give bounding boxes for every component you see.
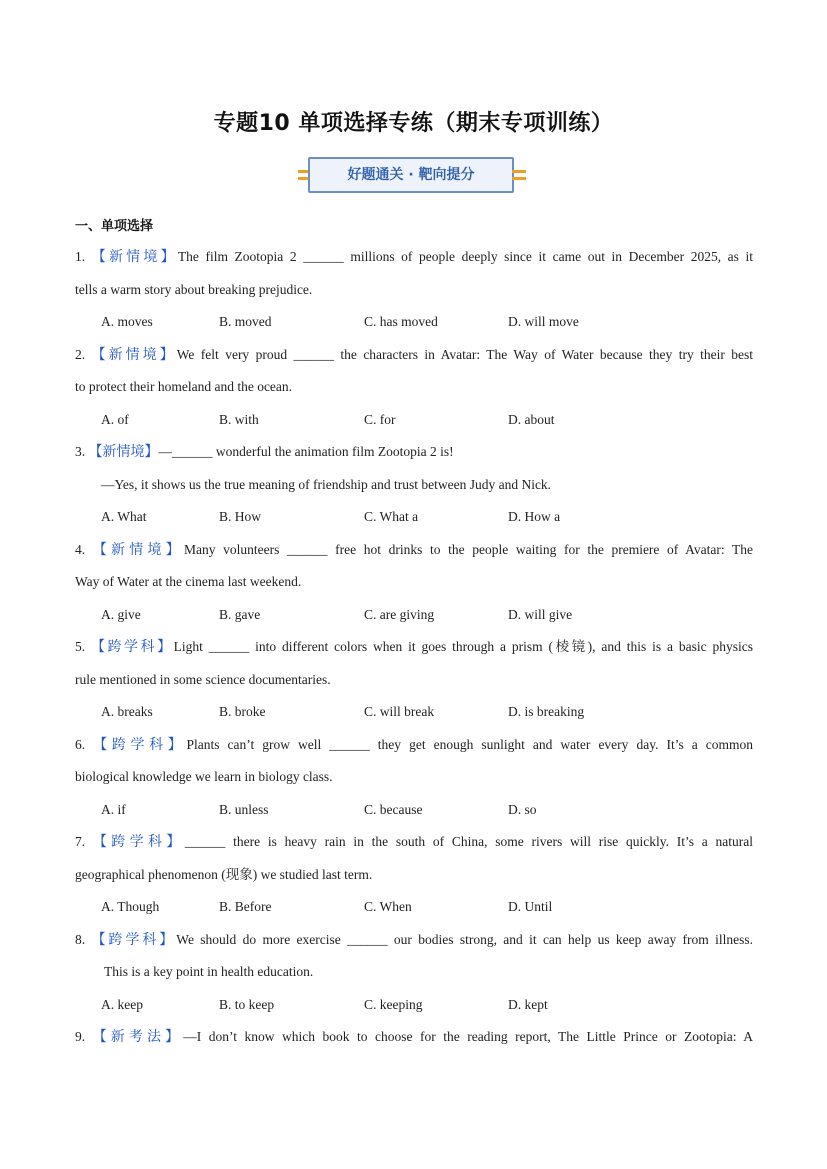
question-6-line-1 xyxy=(75,736,753,754)
question-number: 4. xyxy=(75,542,86,557)
option-b[interactable]: B. to keep xyxy=(219,997,275,1012)
question-text: The film Zootopia 2 ______ millions of people deeply since it came out in December 2025, as it xyxy=(177,249,754,264)
question-number: 5. xyxy=(75,639,86,654)
question-number: 3. xyxy=(75,444,86,459)
question-number: 2. xyxy=(75,347,86,362)
question-tag: 【新情境】 xyxy=(88,444,159,460)
question-tag: 【新考法】 xyxy=(92,1029,184,1045)
option-d[interactable]: D. Until xyxy=(508,899,553,914)
option-b[interactable]: B. with xyxy=(219,412,259,427)
section-heading: 一、单项选择 xyxy=(75,219,154,234)
page-title: 专题10 单项选择专练（期末专项训练） xyxy=(213,111,614,136)
option-b[interactable]: B. broke xyxy=(219,704,266,719)
question-3-line-2: —Yes, it shows us the true meaning of friendship and trust between Judy and Nick. xyxy=(101,477,552,492)
question-2-line-1 xyxy=(75,346,753,364)
question-text: ______ there is heavy rain in the south of China, some rivers will rise quickly. It’s a natural xyxy=(184,834,754,849)
question-text: —______ wonderful the animation film Zootopia 2 is! xyxy=(158,444,454,459)
option-d[interactable]: D. about xyxy=(508,412,555,427)
option-d[interactable]: D. How a xyxy=(508,509,561,524)
question-tag: 【新情境】 xyxy=(91,249,178,265)
question-text: Light ______ into different colors when it goes through a prism (棱镜), and this is a basic physics xyxy=(173,639,754,654)
question-7-line-2: geographical phenomenon (现象) we studied last term. xyxy=(75,867,373,882)
option-a[interactable]: A. Though xyxy=(101,899,160,914)
option-c[interactable]: C. because xyxy=(364,802,423,817)
question-1-line-2: tells a warm story about breaking prejudice. xyxy=(75,282,313,297)
question-8-line-1 xyxy=(75,931,753,949)
question-4-line-2: Way of Water at the cinema last weekend. xyxy=(75,574,302,589)
option-a[interactable]: A. What xyxy=(101,509,147,524)
option-a[interactable]: A. keep xyxy=(101,997,143,1012)
question-tag: 【新情境】 xyxy=(91,347,177,363)
option-c[interactable]: C. are giving xyxy=(364,607,435,622)
question-number: 8. xyxy=(75,932,86,947)
option-a[interactable]: A. give xyxy=(101,607,141,622)
option-c[interactable]: C. keeping xyxy=(364,997,423,1012)
question-text: We felt very proud ______ the characters in Avatar: The Way of Water because they try their best xyxy=(176,347,754,362)
option-a[interactable]: A. of xyxy=(101,412,129,427)
banner-text: 好题通关 · 靶向提分 xyxy=(347,167,475,183)
question-text: Plants can’t grow well ______ they get enough sunlight and water every day. It’s a common xyxy=(186,737,754,752)
option-a[interactable]: A. if xyxy=(101,802,126,817)
question-6-line-2: biological knowledge we learn in biology class. xyxy=(75,769,333,784)
question-5-line-2: rule mentioned in some science documentaries. xyxy=(75,672,331,687)
question-tag: 【跨学科】 xyxy=(93,737,187,753)
option-c[interactable]: C. for xyxy=(364,412,396,427)
question-tag: 【新情境】 xyxy=(92,542,185,558)
option-d[interactable]: D. kept xyxy=(508,997,548,1012)
question-4-line-1 xyxy=(75,541,753,559)
question-8-line-2: This is a key point in health education. xyxy=(104,964,314,979)
question-number: 7. xyxy=(75,834,86,849)
option-d[interactable]: D. will give xyxy=(508,607,573,622)
question-5-line-1 xyxy=(75,638,753,656)
question-number: 6. xyxy=(75,737,86,752)
banner xyxy=(298,157,526,195)
question-number: 1. xyxy=(75,249,86,264)
banner-right-decoration xyxy=(512,170,526,173)
question-tag: 【跨学科】 xyxy=(92,834,185,850)
question-tag: 【跨学科】 xyxy=(91,639,174,655)
question-number: 9. xyxy=(75,1029,86,1044)
option-c[interactable]: C. will break xyxy=(364,704,435,719)
option-a[interactable]: A. breaks xyxy=(101,704,153,719)
option-d[interactable]: D. so xyxy=(508,802,537,817)
option-c[interactable]: C. has moved xyxy=(364,314,438,329)
question-3-line-1 xyxy=(75,443,753,461)
option-b[interactable]: B. unless xyxy=(219,802,269,817)
option-b[interactable]: B. How xyxy=(219,509,262,524)
question-1-line-1 xyxy=(75,248,753,266)
question-2-line-2: to protect their homeland and the ocean. xyxy=(75,379,293,394)
option-b[interactable]: B. moved xyxy=(219,314,272,329)
option-c[interactable]: C. What a xyxy=(364,509,419,524)
question-7-line-1 xyxy=(75,833,753,851)
option-c[interactable]: C. When xyxy=(364,899,412,914)
option-d[interactable]: D. is breaking xyxy=(508,704,585,719)
option-d[interactable]: D. will move xyxy=(508,314,579,329)
question-tag: 【跨学科】 xyxy=(91,932,177,948)
option-b[interactable]: B. Before xyxy=(219,899,272,914)
question-text: We should do more exercise ______ our bodies strong, and it can help us keep away from illness. xyxy=(176,932,754,947)
banner-right-decoration xyxy=(512,177,526,180)
question-text: Many volunteers ______ free hot drinks to the people waiting for the premiere of Avatar: The xyxy=(184,542,754,557)
option-b[interactable]: B. gave xyxy=(219,607,261,622)
option-a[interactable]: A. moves xyxy=(101,314,153,329)
question-9-line-1 xyxy=(75,1028,753,1046)
question-text: —I don’t know which book to choose for the reading report, The Little Prince or Zootopia: A xyxy=(183,1029,754,1044)
